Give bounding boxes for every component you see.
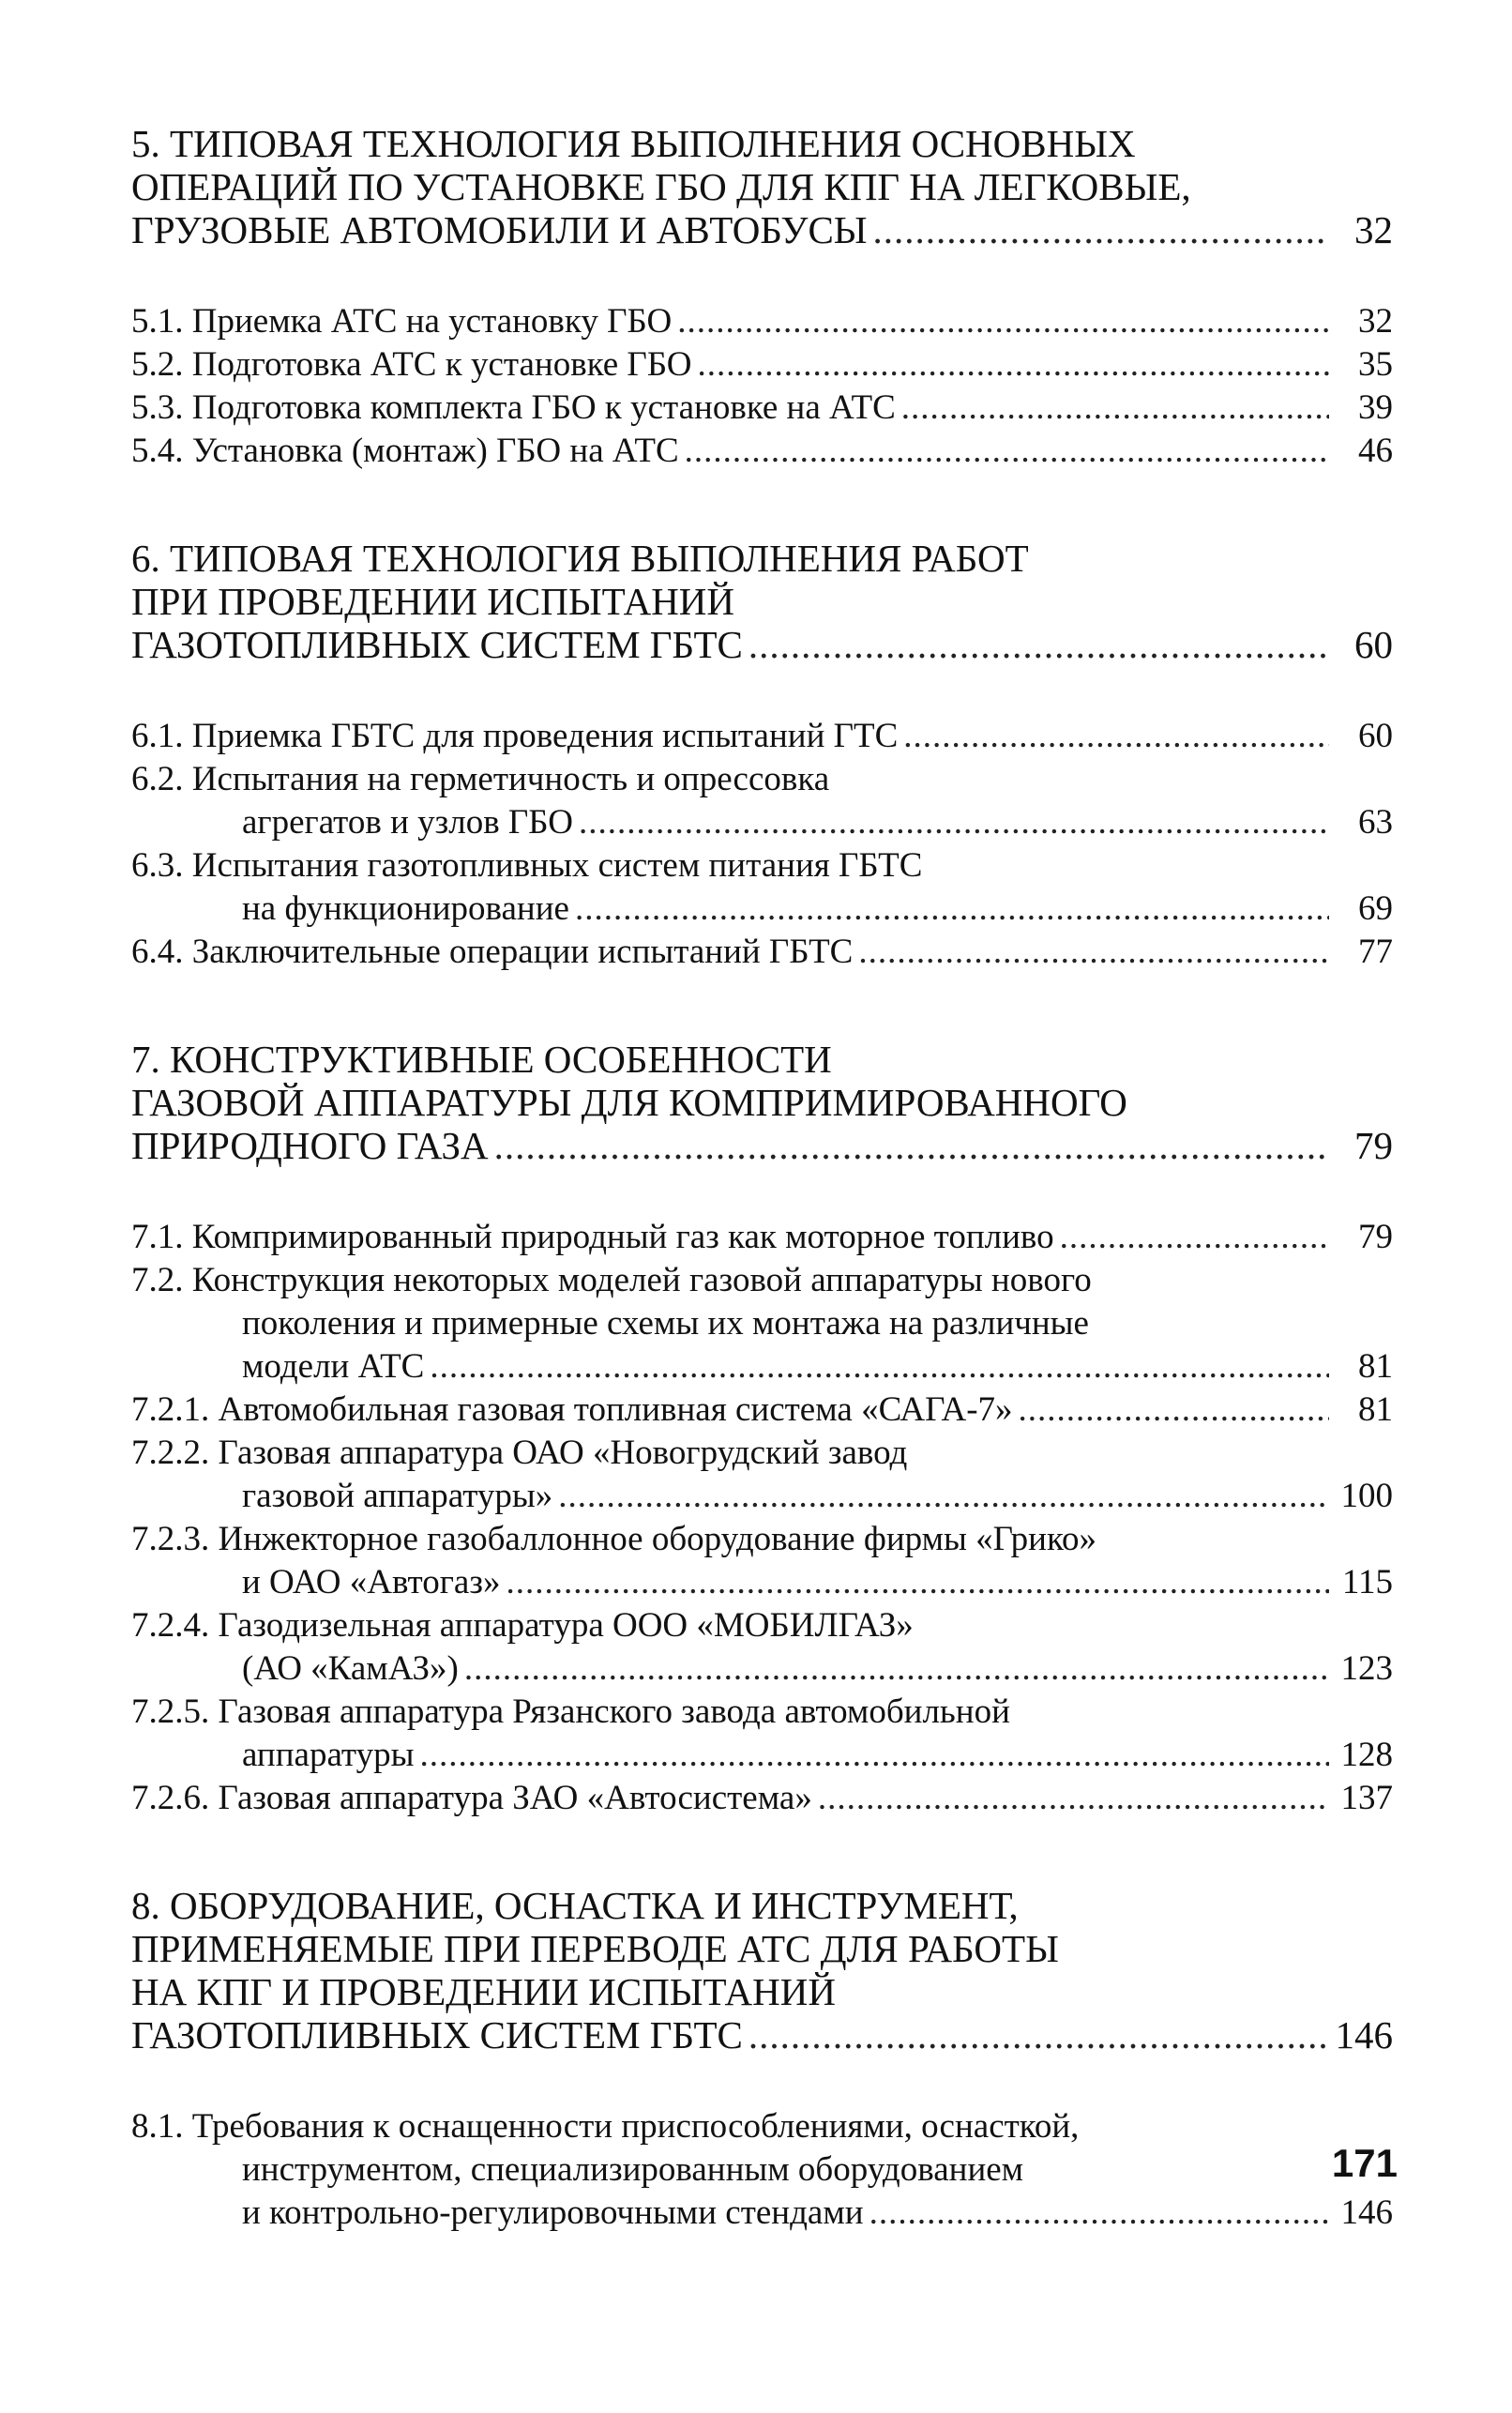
entry-page-number: 81 — [1358, 1390, 1393, 1429]
toc-entry — [131, 300, 1393, 343]
entry-page-number: 46 — [1358, 432, 1393, 470]
entry-text: и ОАО «Автогаз» — [242, 1563, 501, 1601]
toc-entry — [131, 430, 1393, 473]
entry-text: модели АТС — [242, 1347, 425, 1386]
section-heading-last-line — [131, 1124, 1393, 1167]
section-heading-line: 6. ТИПОВАЯ ТЕХНОЛОГИЯ ВЫПОЛНЕНИЯ РАБОТ — [131, 537, 1029, 580]
entry-page-number: 60 — [1354, 623, 1393, 666]
entry-page-number: 146 — [1335, 2013, 1393, 2056]
entry-page-number: 35 — [1358, 345, 1393, 384]
entry-text: ГРУЗОВЫЕ АВТОМОБИЛИ И АВТОБУСЫ — [131, 208, 868, 251]
entry-last-line — [131, 801, 1393, 844]
section-heading — [131, 122, 1393, 251]
entry-last-line — [131, 1734, 1393, 1777]
entry-last-line — [131, 387, 1393, 430]
toc-entry — [131, 2105, 1393, 2235]
section-heading-line: ОПЕРАЦИЙ ПО УСТАНОВКЕ ГБО ДЛЯ КПГ НА ЛЕГКОВЫЕ, — [131, 165, 1191, 208]
entry-line: 7.2. Конструкция некоторых моделей газовой аппаратуры нового — [131, 1261, 1092, 1299]
dot-leader — [575, 888, 1329, 931]
section-heading-line: ПРИМЕНЯЕМЫЕ ПРИ ПЕРЕВОДЕ АТС ДЛЯ РАБОТЫ — [131, 1927, 1059, 1970]
entry-last-line — [131, 1475, 1393, 1518]
entry-last-line — [131, 1777, 1393, 1820]
section-heading-line: 8. ОБОРУДОВАНИЕ, ОСНАСТКА И ИНСТРУМЕНТ, — [131, 1884, 1019, 1927]
section-heading — [131, 1884, 1393, 2056]
dot-leader — [901, 387, 1329, 430]
entry-last-line — [131, 430, 1393, 473]
entry-text: 6.4. Заключительные операции испытаний ГБТС — [131, 933, 854, 971]
table-of-contents — [131, 122, 1393, 2299]
entry-text: агрегатов и узлов ГБО — [242, 803, 574, 842]
entry-page-number: 63 — [1358, 803, 1393, 842]
entry-page-number: 32 — [1354, 208, 1393, 251]
section-heading-line: ПРИ ПРОВЕДЕНИИ ИСПЫТАНИЙ — [131, 580, 735, 623]
toc-entry — [131, 1216, 1393, 1259]
dot-leader — [869, 2192, 1329, 2235]
dot-leader — [748, 2013, 1329, 2056]
entry-line: 7.2.5. Газовая аппаратура Рязанского завода автомобильной — [131, 1692, 1010, 1731]
entry-line: 7.2.3. Инжекторное газобаллонное оборудование фирмы «Грико» — [131, 1520, 1097, 1558]
entry-page-number: 81 — [1358, 1347, 1393, 1386]
entry-text: 5.2. Подготовка АТС к установке ГБО — [131, 345, 692, 384]
entry-page-number: 32 — [1358, 302, 1393, 341]
entry-text: (АО «КамАЗ») — [242, 1649, 459, 1688]
entry-page-number: 115 — [1341, 1563, 1393, 1601]
entry-last-line — [131, 1561, 1393, 1604]
entry-text: 5.1. Приемка АТС на установку ГБО — [131, 302, 673, 341]
entry-line: 8.1. Требования к оснащенности приспособлениями, оснасткой, — [131, 2107, 1080, 2146]
entry-line: инструментом, специализированным оборудованием — [242, 2150, 1024, 2189]
dot-leader — [558, 1475, 1329, 1518]
toc-entry — [131, 1604, 1393, 1691]
dot-leader — [506, 1561, 1329, 1604]
toc-entry — [131, 1259, 1393, 1389]
entry-page-number: 79 — [1358, 1218, 1393, 1256]
toc-entry — [131, 1691, 1393, 1777]
toc-entry — [131, 1389, 1393, 1432]
dot-leader — [677, 300, 1329, 343]
section-heading — [131, 537, 1393, 666]
section-heading-line: 7. КОНСТРУКТИВНЫЕ ОСОБЕННОСТИ — [131, 1038, 832, 1081]
entry-last-line — [131, 888, 1393, 931]
dot-leader — [685, 430, 1329, 473]
entry-page-number: 137 — [1340, 1779, 1393, 1817]
entry-last-line — [131, 1389, 1393, 1432]
entry-line: 6.2. Испытания на герметичность и опрессовка — [131, 760, 830, 798]
section-heading-line: НА КПГ И ПРОВЕДЕНИИ ИСПЫТАНИЙ — [131, 1970, 836, 2013]
dot-leader — [464, 1647, 1329, 1691]
dot-leader — [494, 1124, 1329, 1167]
toc-entry — [131, 715, 1393, 758]
entry-text: 7.2.6. Газовая аппаратура ЗАО «Автосистема» — [131, 1779, 812, 1817]
entry-page-number: 100 — [1340, 1477, 1393, 1515]
section-heading-last-line — [131, 2013, 1393, 2056]
dot-leader — [903, 715, 1329, 758]
entry-text: и контрольно-регулировочными стендами — [242, 2193, 864, 2232]
entry-last-line — [131, 1647, 1393, 1691]
entry-line: 7.2.4. Газодизельная аппаратура ООО «МОБИЛГАЗ» — [131, 1606, 914, 1645]
dot-leader — [748, 623, 1329, 666]
entry-last-line — [131, 931, 1393, 974]
page-number: 171 — [1331, 2141, 1398, 2185]
section-heading — [131, 1038, 1393, 1167]
toc-entry — [131, 1518, 1393, 1604]
entry-text: на функционирование — [242, 889, 569, 928]
entry-last-line — [131, 1345, 1393, 1389]
entry-text: 7.1. Компримированный природный газ как моторное топливо — [131, 1218, 1054, 1256]
entry-text: газовой аппаратуры» — [242, 1477, 553, 1515]
toc-section — [131, 1038, 1393, 1820]
dot-leader — [873, 208, 1329, 251]
section-heading-last-line — [131, 208, 1393, 251]
dot-leader — [1019, 1389, 1329, 1432]
dot-leader — [698, 343, 1329, 387]
dot-leader — [579, 801, 1329, 844]
toc-entry — [131, 844, 1393, 931]
entry-text: 5.3. Подготовка комплекта ГБО к установке на АТС — [131, 388, 896, 427]
entry-page-number: 39 — [1358, 388, 1393, 427]
section-heading-line: 5. ТИПОВАЯ ТЕХНОЛОГИЯ ВЫПОЛНЕНИЯ ОСНОВНЫХ — [131, 122, 1136, 165]
entry-page-number: 60 — [1358, 717, 1393, 755]
entry-page-number: 69 — [1358, 889, 1393, 928]
toc-entry — [131, 1432, 1393, 1518]
dot-leader — [818, 1777, 1329, 1820]
toc-section — [131, 122, 1393, 473]
entry-text: 5.4. Установка (монтаж) ГБО на АТС — [131, 432, 679, 470]
dot-leader — [1060, 1216, 1329, 1259]
entry-text: ПРИРОДНОГО ГАЗА — [131, 1124, 489, 1167]
section-heading-last-line — [131, 623, 1393, 666]
entry-line: поколения и примерные схемы их монтажа на различные — [242, 1304, 1089, 1343]
toc-entry — [131, 758, 1393, 844]
entry-page-number: 123 — [1340, 1649, 1393, 1688]
entry-page-number: 77 — [1358, 933, 1393, 971]
entry-text: ГАЗОТОПЛИВНЫХ СИСТЕМ ГБТС — [131, 2013, 743, 2056]
entry-page-number: 146 — [1340, 2193, 1393, 2232]
dot-leader — [858, 931, 1329, 974]
toc-section — [131, 537, 1393, 974]
entry-page-number: 128 — [1340, 1736, 1393, 1774]
entry-last-line — [131, 2192, 1393, 2235]
entry-text: 6.1. Приемка ГБТС для проведения испытаний ГТС — [131, 717, 899, 755]
dot-leader — [430, 1345, 1329, 1389]
toc-entry — [131, 343, 1393, 387]
toc-section — [131, 1884, 1393, 2235]
section-heading-line: ГАЗОВОЙ АППАРАТУРЫ ДЛЯ КОМПРИМИРОВАННОГО — [131, 1081, 1127, 1124]
entry-line: 6.3. Испытания газотопливных систем питания ГБТС — [131, 846, 923, 885]
entry-page-number: 79 — [1354, 1124, 1393, 1167]
entry-text: 7.2.1. Автомобильная газовая топливная система «САГА-7» — [131, 1390, 1013, 1429]
entry-last-line — [131, 343, 1393, 387]
toc-entry — [131, 931, 1393, 974]
entry-line: 7.2.2. Газовая аппаратура ОАО «Новогрудский завод — [131, 1434, 908, 1472]
entry-last-line — [131, 715, 1393, 758]
entry-last-line — [131, 1216, 1393, 1259]
entry-text: ГАЗОТОПЛИВНЫХ СИСТЕМ ГБТС — [131, 623, 743, 666]
dot-leader — [419, 1734, 1329, 1777]
toc-entry — [131, 387, 1393, 430]
entry-text: аппаратуры — [242, 1736, 415, 1774]
entry-last-line — [131, 300, 1393, 343]
toc-entry — [131, 1777, 1393, 1820]
